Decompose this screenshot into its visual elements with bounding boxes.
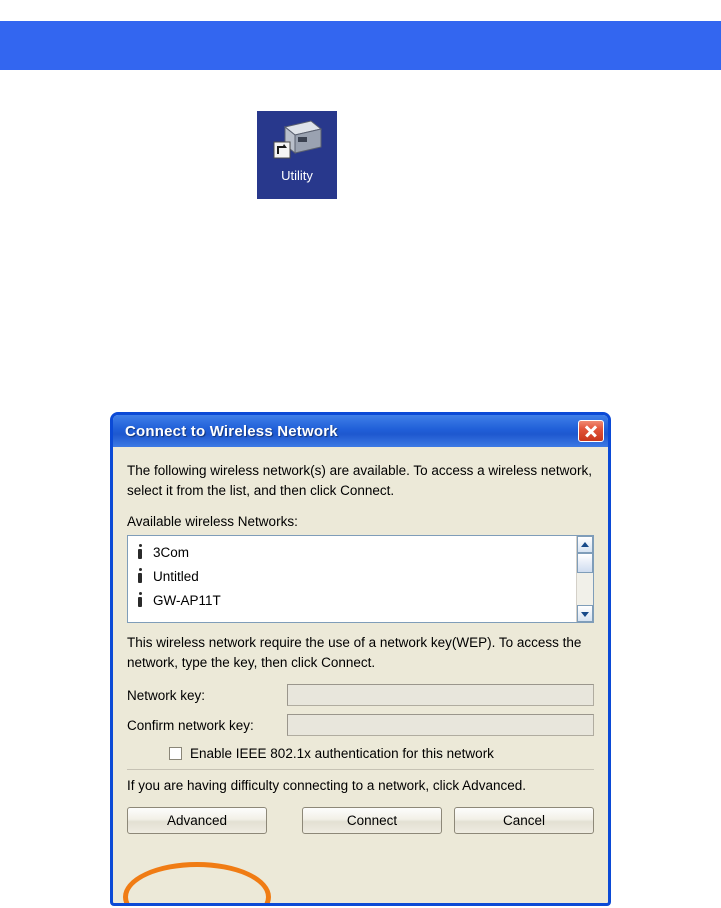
network-key-label: Network key: <box>127 687 206 703</box>
network-ssid: Untitled <box>153 568 199 584</box>
network-list-scrollbar[interactable] <box>576 536 593 622</box>
advanced-button[interactable]: Advanced <box>127 807 267 834</box>
network-ssid: GW-AP11T <box>153 592 221 608</box>
connect-to-wireless-network-dialog <box>110 412 611 906</box>
confirm-network-key-row <box>127 714 594 736</box>
page-header-band <box>0 21 721 70</box>
divider <box>127 769 594 770</box>
enable-8021x-label: Enable IEEE 802.1x authentication for this network <box>190 746 494 762</box>
enable-8021x-row[interactable] <box>169 746 594 761</box>
network-key-notice: This wireless network require the use of a network key(WEP). To access the network, type the key, then click Connect. <box>127 635 582 670</box>
access-point-icon <box>134 592 146 608</box>
dialog-title: Connect to Wireless Network <box>125 422 338 440</box>
network-key-input[interactable] <box>287 684 594 706</box>
available-networks-label: Available wireless Networks: <box>127 514 298 530</box>
scroll-down-icon[interactable] <box>577 605 593 622</box>
utility-shortcut-label: Utility <box>281 168 313 183</box>
list-item[interactable] <box>134 564 576 588</box>
list-item[interactable] <box>134 540 576 564</box>
connect-button[interactable]: Connect <box>302 807 442 834</box>
list-item[interactable] <box>134 588 576 612</box>
advanced-hint-text: If you are having difficulty connecting to a network, click Advanced. <box>127 778 526 794</box>
enable-8021x-checkbox[interactable] <box>169 747 182 760</box>
intro-text: The following wireless network(s) are available. To access a wireless network, select it from the list, and then click Connect. <box>127 463 592 498</box>
confirm-network-key-label: Confirm network key: <box>127 717 254 733</box>
access-point-icon <box>134 544 146 560</box>
advanced-button-highlight-annotation <box>123 862 271 906</box>
dialog-body <box>113 447 608 903</box>
available-networks-listbox[interactable] <box>127 535 594 623</box>
cancel-button[interactable]: Cancel <box>454 807 594 834</box>
access-point-icon <box>134 568 146 584</box>
confirm-network-key-input[interactable] <box>287 714 594 736</box>
utility-shortcut-icon[interactable] <box>257 111 337 199</box>
network-key-row <box>127 684 594 706</box>
close-icon[interactable] <box>578 420 604 442</box>
network-list[interactable] <box>128 536 576 622</box>
network-ssid: 3Com <box>153 544 190 560</box>
scrollbar-thumb[interactable] <box>577 553 593 573</box>
scrollbar-track[interactable] <box>577 553 593 605</box>
scroll-up-icon[interactable] <box>577 536 593 553</box>
wireless-card-icon <box>271 117 323 163</box>
dialog-titlebar[interactable] <box>113 415 608 447</box>
dialog-button-row <box>127 807 594 834</box>
